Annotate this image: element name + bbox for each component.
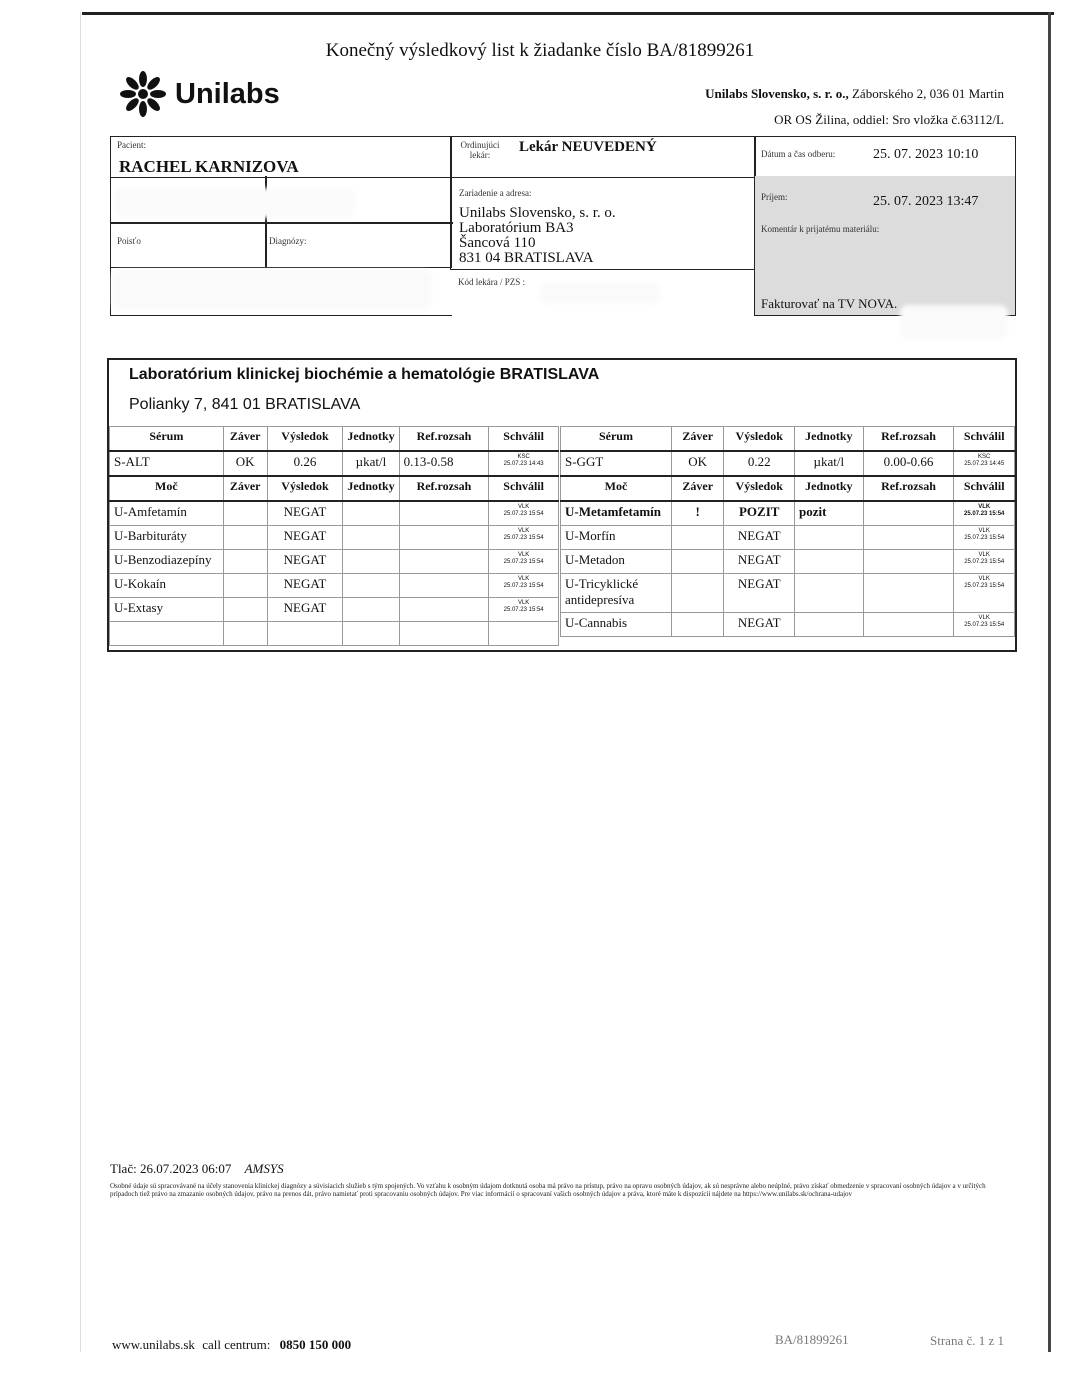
approver: VLK xyxy=(978,528,990,534)
ordering-label: Ordinujúci lekár: xyxy=(460,140,500,160)
document-title: Konečný výsledkový list k žiadanke číslo BA/81899261 xyxy=(325,40,755,61)
test-name: U-Extasy xyxy=(110,598,224,622)
results-table-right xyxy=(560,426,1015,637)
insurer-label: Poisťo xyxy=(117,236,141,246)
approval-time: 25.07.23 15:54 xyxy=(964,583,1005,589)
comment-box xyxy=(754,218,1016,316)
facility-line: Laboratórium BA3 xyxy=(459,220,574,236)
table-row xyxy=(110,526,559,550)
approval-time: 25.07.23 15:54 xyxy=(503,511,544,517)
approver: VLK xyxy=(978,552,990,558)
test-name: U-Metamfetamín xyxy=(561,501,672,526)
facility-label: Zariadenie a adresa: xyxy=(459,188,532,198)
ref-header: Ref.rozsah xyxy=(863,476,954,501)
test-result: 0.26 xyxy=(267,451,343,476)
redaction xyxy=(112,270,432,310)
company-address-rest: Záborského 2, 036 01 Martin xyxy=(848,86,1004,101)
logo-text: Unilabs xyxy=(175,77,280,110)
jednotky-header: Jednotky xyxy=(795,427,864,452)
test-result: 0.22 xyxy=(724,451,795,476)
test-approved xyxy=(489,526,559,550)
serum-header: Sérum xyxy=(561,427,672,452)
table-row xyxy=(110,598,559,622)
schvalil-header: Schválil xyxy=(489,476,559,501)
table-row xyxy=(110,451,559,476)
footer-doc-number: BA/81899261 xyxy=(775,1332,849,1347)
jednotky-header: Jednotky xyxy=(795,476,864,501)
test-result: NEGAT xyxy=(267,501,343,526)
table-row xyxy=(110,574,559,598)
approval-time: 25.07.23 15:54 xyxy=(964,622,1005,628)
doctor-code-label: Kód lekára / PZS : xyxy=(458,277,525,287)
table-row xyxy=(561,550,1015,574)
footer-page-number: Strana č. 1 z 1 xyxy=(930,1333,1005,1348)
comment-label: Komentár k prijatému materiálu: xyxy=(761,224,880,234)
ref-header: Ref.rozsah xyxy=(863,427,954,452)
print-system: AMSYS xyxy=(244,1161,284,1176)
print-label: Tlač: xyxy=(110,1161,137,1176)
approval-time: 25.07.23 14:43 xyxy=(503,461,544,467)
print-info xyxy=(110,1161,284,1177)
patient-name: RACHEL KARNIZOVA xyxy=(119,157,299,176)
collection-datetime: 25. 07. 2023 10:10 xyxy=(873,147,979,162)
facility-line: 831 04 BRATISLAVA xyxy=(459,250,594,266)
zaver-header: Záver xyxy=(671,427,723,452)
footer-call-label: call centrum: xyxy=(202,1337,271,1352)
ordering-doctor: Lekár NEUVEDENÝ xyxy=(519,139,657,155)
test-zaver: OK xyxy=(223,451,267,476)
lab-address: Polianky 7, 841 01 BRATISLAVA xyxy=(129,396,361,413)
test-result: NEGAT xyxy=(267,598,343,622)
test-result: NEGAT xyxy=(267,550,343,574)
test-zaver: ! xyxy=(671,501,723,526)
jednotky-header: Jednotky xyxy=(343,476,399,501)
received-label: Príjem: xyxy=(761,192,788,202)
test-units: pozit xyxy=(795,501,864,526)
test-name: U-Cannabis xyxy=(561,613,672,637)
test-approved xyxy=(954,451,1015,476)
company-name: Unilabs Slovensko, s. r. o., xyxy=(705,86,849,101)
approval-time: 25.07.23 15:54 xyxy=(964,511,1005,517)
vysledok-header: Výsledok xyxy=(724,476,795,501)
urine-header: Moč xyxy=(110,476,224,501)
table-row xyxy=(110,501,559,526)
approval-time: 25.07.23 15:54 xyxy=(964,535,1005,541)
zaver-header: Záver xyxy=(671,476,723,501)
test-result: NEGAT xyxy=(724,574,795,613)
table-row xyxy=(561,451,1015,476)
test-name: U-Barbituráty xyxy=(110,526,224,550)
privacy-notice: Osobné údaje sú spracovávané na účely stanovenia klinickej diagnózy a súvisiacich služieb s tým spojených. Vo vzťahu k osobným údajom dotknutá osoba má právo na prístup, právo na opravu osobných údajov, ak sú nesprávne alebo neúplné, právo získať obmedzenie v spracovaní osobných údajov a v určitých prípadoch tiež právo na zmazanie osobných údajov, právo na prenos dát, právo namietať proti spracovaniu osobných údajov. Pre viac informácií o spracovaní vašich osobných údajov a práva, ktoré máte k dispozícii nájdete na https://www.unilabs.sk/ochrana-udajov xyxy=(110,1182,986,1198)
table-row xyxy=(110,550,559,574)
test-approved xyxy=(489,550,559,574)
page-border-top xyxy=(82,12,1054,15)
approver: VLK xyxy=(978,615,990,621)
test-approved xyxy=(489,574,559,598)
received-box xyxy=(754,176,1016,220)
table-row xyxy=(561,613,1015,637)
approver: VLK xyxy=(978,576,990,582)
test-units: µkat/l xyxy=(795,451,864,476)
collection-label: Dátum a čas odberu: xyxy=(761,149,836,159)
test-units: µkat/l xyxy=(343,451,399,476)
page-border-right xyxy=(1048,12,1051,1352)
test-name: U-Amfetamín xyxy=(110,501,224,526)
test-approved xyxy=(489,451,559,476)
approver: VLK xyxy=(517,528,530,534)
footer-website[interactable]: www.unilabs.sk xyxy=(112,1337,195,1352)
test-zaver: OK xyxy=(671,451,723,476)
approver: VLK xyxy=(517,600,530,606)
test-approved xyxy=(489,598,559,622)
approver: KSC xyxy=(517,454,530,460)
company-address xyxy=(705,86,1004,102)
vysledok-header: Výsledok xyxy=(267,476,343,501)
redaction xyxy=(540,282,660,304)
test-result: NEGAT xyxy=(724,550,795,574)
test-result: NEGAT xyxy=(724,526,795,550)
approval-time: 25.07.23 15:54 xyxy=(503,559,544,565)
approver: KSC xyxy=(978,454,991,460)
test-approved xyxy=(954,550,1015,574)
schvalil-header: Schválil xyxy=(489,427,559,452)
test-name: S-ALT xyxy=(110,451,224,476)
test-ref: 0.00-0.66 xyxy=(863,451,954,476)
redaction xyxy=(115,188,355,218)
table-header-row xyxy=(110,476,559,501)
table-row xyxy=(561,574,1015,613)
test-approved xyxy=(489,501,559,526)
test-name: U-Metadon xyxy=(561,550,672,574)
unilabs-logo xyxy=(117,66,297,122)
test-name: U-Morfín xyxy=(561,526,672,550)
serum-header: Sérum xyxy=(110,427,224,452)
print-datetime: 26.07.2023 06:07 xyxy=(139,1161,232,1176)
lab-name: Laboratórium klinickej biochémie a hematológie BRATISLAVA xyxy=(129,366,600,383)
table-header-row xyxy=(561,427,1015,452)
facility-box xyxy=(450,176,756,270)
facility-line: Šancová 110 xyxy=(459,235,536,251)
table-row xyxy=(561,526,1015,550)
urine-header: Moč xyxy=(561,476,672,501)
test-name: U-Tricyklické antidepresíva xyxy=(561,574,672,613)
test-approved xyxy=(954,574,1015,613)
test-result: NEGAT xyxy=(267,526,343,550)
test-approved xyxy=(954,613,1015,637)
approver: VLK xyxy=(517,552,530,558)
page-border-left xyxy=(80,12,81,1352)
collection-box xyxy=(754,136,1016,178)
approval-time: 25.07.23 15:54 xyxy=(964,559,1005,565)
ordering-doctor-box xyxy=(450,136,756,178)
approver: VLK xyxy=(517,576,530,582)
test-result: NEGAT xyxy=(724,613,795,637)
test-name: U-Benzodiazepíny xyxy=(110,550,224,574)
zaver-header: Záver xyxy=(223,427,267,452)
test-approved xyxy=(954,501,1015,526)
test-result: NEGAT xyxy=(267,574,343,598)
approver: VLK xyxy=(978,504,991,510)
test-ref: 0.13-0.58 xyxy=(399,451,489,476)
ref-header: Ref.rozsah xyxy=(399,427,489,452)
company-registration: OR OS Žilina, oddiel: Sro vložka č.63112/L xyxy=(774,112,1004,127)
ref-header: Ref.rozsah xyxy=(399,476,489,501)
results-table-left xyxy=(109,426,559,646)
footer-contact xyxy=(112,1337,351,1353)
zaver-header: Záver xyxy=(223,476,267,501)
patient-box xyxy=(110,136,452,178)
test-name: U-Kokaín xyxy=(110,574,224,598)
approval-time: 25.07.23 15:54 xyxy=(503,535,544,541)
facility-line: Unilabs Slovensko, s. r. o. xyxy=(459,205,616,221)
test-name: S-GGT xyxy=(561,451,672,476)
table-row-empty xyxy=(110,622,559,646)
received-datetime: 25. 07. 2023 13:47 xyxy=(873,194,979,209)
comment-value: Fakturovať na TV NOVA. xyxy=(761,296,898,311)
diagnosis-label: Diagnózy: xyxy=(269,236,307,246)
unilabs-flower-icon xyxy=(117,68,169,120)
vysledok-header: Výsledok xyxy=(267,427,343,452)
table-row-positive xyxy=(561,501,1015,526)
test-result: POZIT xyxy=(724,501,795,526)
approval-time: 25.07.23 15:54 xyxy=(503,583,544,589)
table-header-row xyxy=(561,476,1015,501)
approval-time: 25.07.23 15:54 xyxy=(503,607,544,613)
schvalil-header: Schválil xyxy=(954,476,1015,501)
approval-time: 25.07.23 14:45 xyxy=(964,461,1005,467)
jednotky-header: Jednotky xyxy=(343,427,399,452)
patient-label: Pacient: xyxy=(117,140,146,150)
facility-address xyxy=(459,206,616,266)
approver: VLK xyxy=(517,504,530,510)
redaction xyxy=(900,305,1008,339)
test-approved xyxy=(954,526,1015,550)
footer-call-number: 0850 150 000 xyxy=(279,1337,352,1352)
table-header-row xyxy=(110,427,559,452)
schvalil-header: Schválil xyxy=(954,427,1015,452)
vysledok-header: Výsledok xyxy=(724,427,795,452)
